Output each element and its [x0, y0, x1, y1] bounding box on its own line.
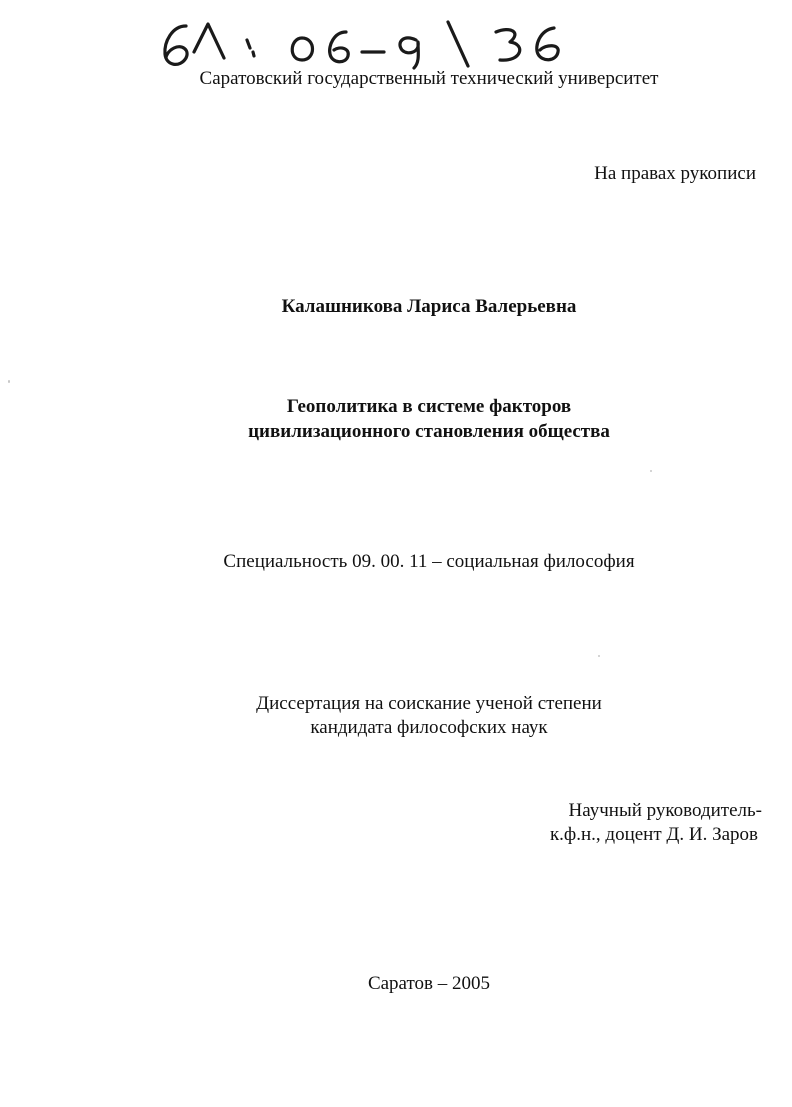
author-name: Калашникова Лариса Валерьевна	[281, 296, 577, 317]
dissertation-title-line-1: Геополитика в системе факторов	[286, 396, 572, 417]
degree-line-1: Диссертация на соискание ученой степени	[256, 693, 602, 714]
specialty: Специальность 09. 00. 11 – социальная философия	[223, 551, 635, 572]
supervisor-name: к.ф.н., доцент Д. И. Заров	[549, 824, 758, 845]
handwritten-code-drawing	[150, 8, 590, 74]
degree-line-2: кандидата философских наук	[310, 717, 548, 738]
scan-speck	[598, 655, 600, 657]
city-year: Саратов – 2005	[367, 973, 491, 994]
university-name: Саратовский государственный технический университет	[199, 68, 659, 89]
scan-speck	[650, 470, 652, 472]
supervisor-label: Научный руководитель-	[568, 800, 762, 821]
scan-speck	[8, 380, 10, 383]
handwritten-archive-code	[150, 8, 590, 74]
rights-note: На правах рукописи	[594, 163, 756, 184]
dissertation-title-line-2: цивилизационного становления общества	[248, 421, 610, 442]
